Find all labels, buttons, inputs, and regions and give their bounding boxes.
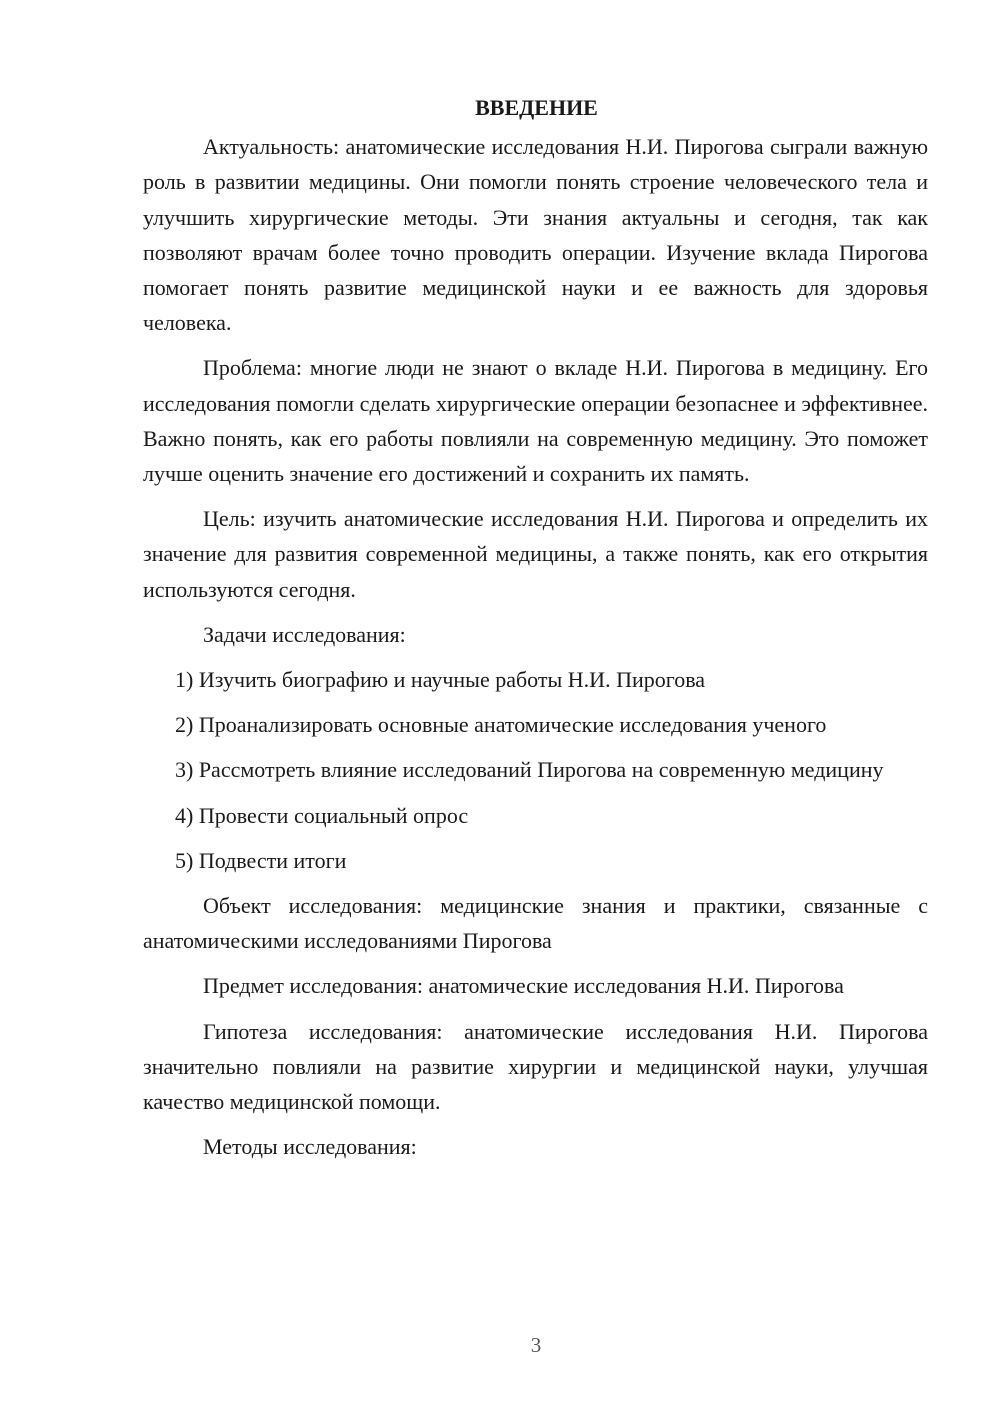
section-title: ВВЕДЕНИЕ bbox=[475, 95, 598, 120]
task-item: 4) Провести социальный опрос bbox=[175, 802, 469, 828]
page-content bbox=[143, 90, 928, 1174]
paragraph-goal: Цель: изучить анатомические исследования Н.И. Пирогова и определить их значение для развития современной медицины, а также понять, как его открытия используются сегодня. bbox=[143, 506, 928, 602]
methods-heading: Методы исследования: bbox=[203, 1134, 417, 1160]
paragraph-subject: Предмет исследования: анатомические исследования Н.И. Пирогова bbox=[203, 973, 844, 999]
task-item: 5) Подвести итоги bbox=[175, 847, 347, 873]
tasks-heading: Задачи исследования: bbox=[203, 621, 406, 647]
task-item: 2) Проанализировать основные анатомические исследования ученого bbox=[175, 712, 827, 738]
task-item: 3) Рассмотреть влияние исследований Пирогова на современную медицину bbox=[175, 757, 884, 783]
paragraph-object: Объект исследования: медицинские знания и практики, связанные с анатомическими исследованиями Пирогова bbox=[143, 893, 928, 954]
page-number: 3 bbox=[530, 1333, 542, 1357]
paragraph-problem: Проблема: многие люди не знают о вкладе Н.И. Пирогова в медицину. Его исследования помогли сделать хирургические операции безопаснее и эффективнее. Важно понять, как его работы повлияли на современную медицину. Это поможет лучше оценить значение его достижений и сохранить их память. bbox=[143, 355, 928, 487]
task-item: 1) Изучить биографию и научные работы Н.И. Пирогова bbox=[175, 667, 706, 693]
paragraph-relevance: Актуальность: анатомические исследования Н.И. Пирогова сыграли важную роль в развитии медицины. Они помогли понять строение человеческого тела и улучшить хирургические методы. Эти знания актуальны и сегодня, так как позволяют врачам более точно проводить операции. Изучение вклада Пирогова помогает понять развитие медицинской науки и ее важность для здоровья человека. bbox=[143, 134, 928, 336]
paragraph-hypothesis: Гипотеза исследования: анатомические исследования Н.И. Пирогова значительно повлияли на развитие хирургии и медицинской науки, улучшая качество медицинской помощи. bbox=[143, 1018, 928, 1115]
